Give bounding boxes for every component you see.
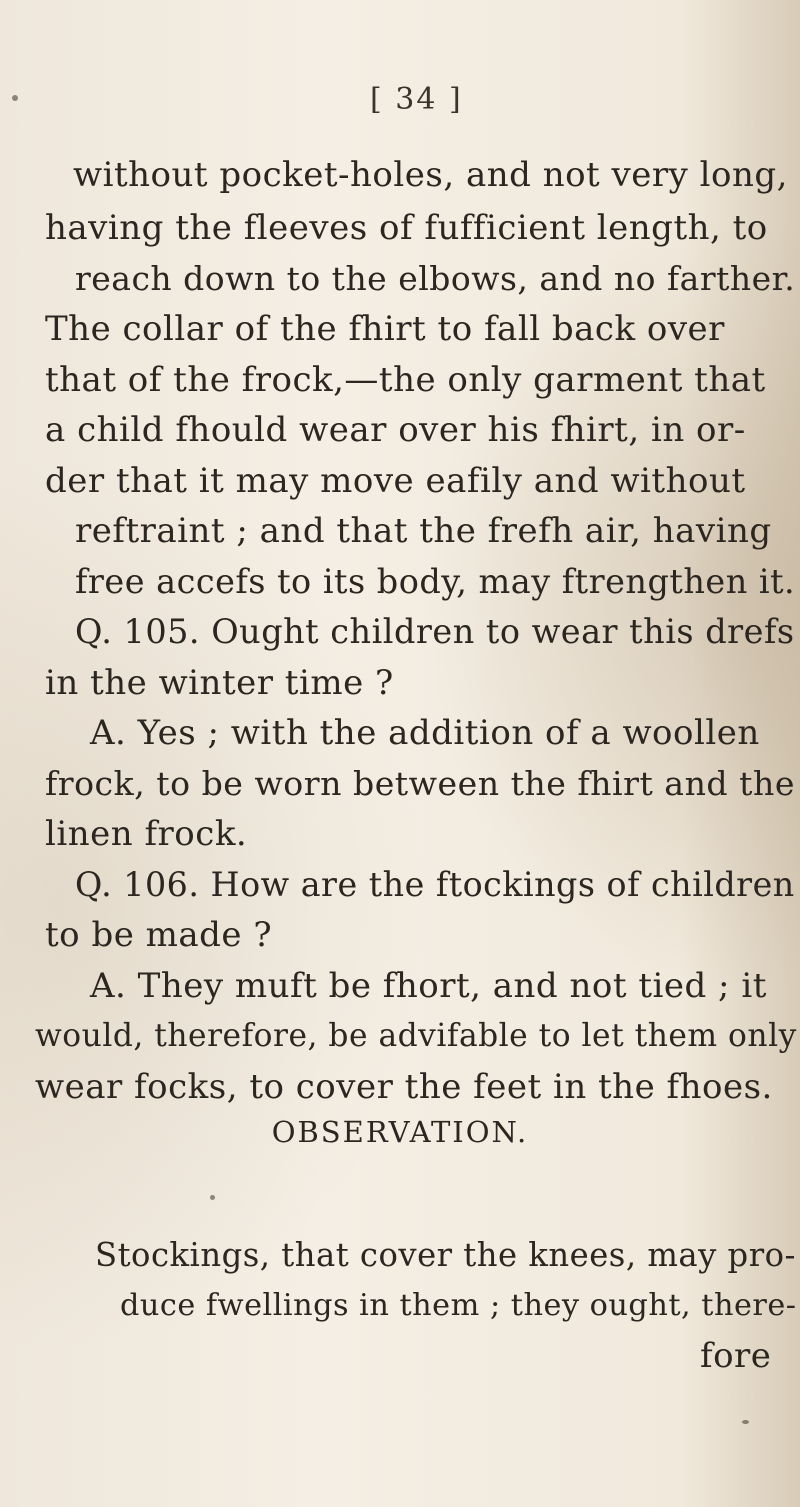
text-line: having the fleeves of fufficient length, to (45, 208, 768, 248)
question-line: Q. 106. How are the ftockings of children (75, 865, 795, 904)
text-line: without pocket-holes, and not very long, (73, 155, 788, 195)
text-line: would, therefore, be advifable to let them only (35, 1018, 797, 1054)
answer-line: A. They muft be fhort, and not tied ; it (90, 966, 767, 1006)
text-line: der that it may move eafily and without (45, 461, 746, 501)
text-line: The collar of the fhirt to fall back over (45, 309, 725, 349)
foxing-spot (210, 1195, 215, 1200)
text-line: linen frock. (45, 814, 248, 854)
text-line: to be made ? (45, 915, 273, 955)
observation-heading: OBSERVATION. (271, 1115, 529, 1149)
text-line: free accefs to its body, may ftrengthen it. (75, 562, 796, 601)
foxing-spot (742, 1420, 749, 1424)
text-line: Stockings, that cover the knees, may pro- (95, 1236, 796, 1274)
text-line: frock, to be worn between the fhirt and the (45, 764, 795, 803)
text-line: wear focks, to cover the feet in the fhoes. (35, 1067, 773, 1107)
text-line: a child fhould wear over his fhirt, in or- (45, 410, 746, 450)
answer-line: A. Yes ; with the addition of a woollen (90, 713, 760, 753)
text-line: that of the frock,—the only garment that (45, 360, 766, 400)
page-number: [ 34 ] (370, 82, 463, 117)
question-line: Q. 105. Ought children to wear this drefs (75, 612, 795, 651)
text-line: fore (700, 1336, 772, 1376)
text-line: reach down to the elbows, and no farther. (75, 259, 796, 298)
text-line: in the winter time ? (45, 663, 394, 703)
text-line: duce fwellings in them ; they ought, there- (120, 1288, 797, 1323)
foxing-spot (12, 95, 18, 101)
text-line: reftraint ; and that the frefh air, having (75, 511, 772, 551)
